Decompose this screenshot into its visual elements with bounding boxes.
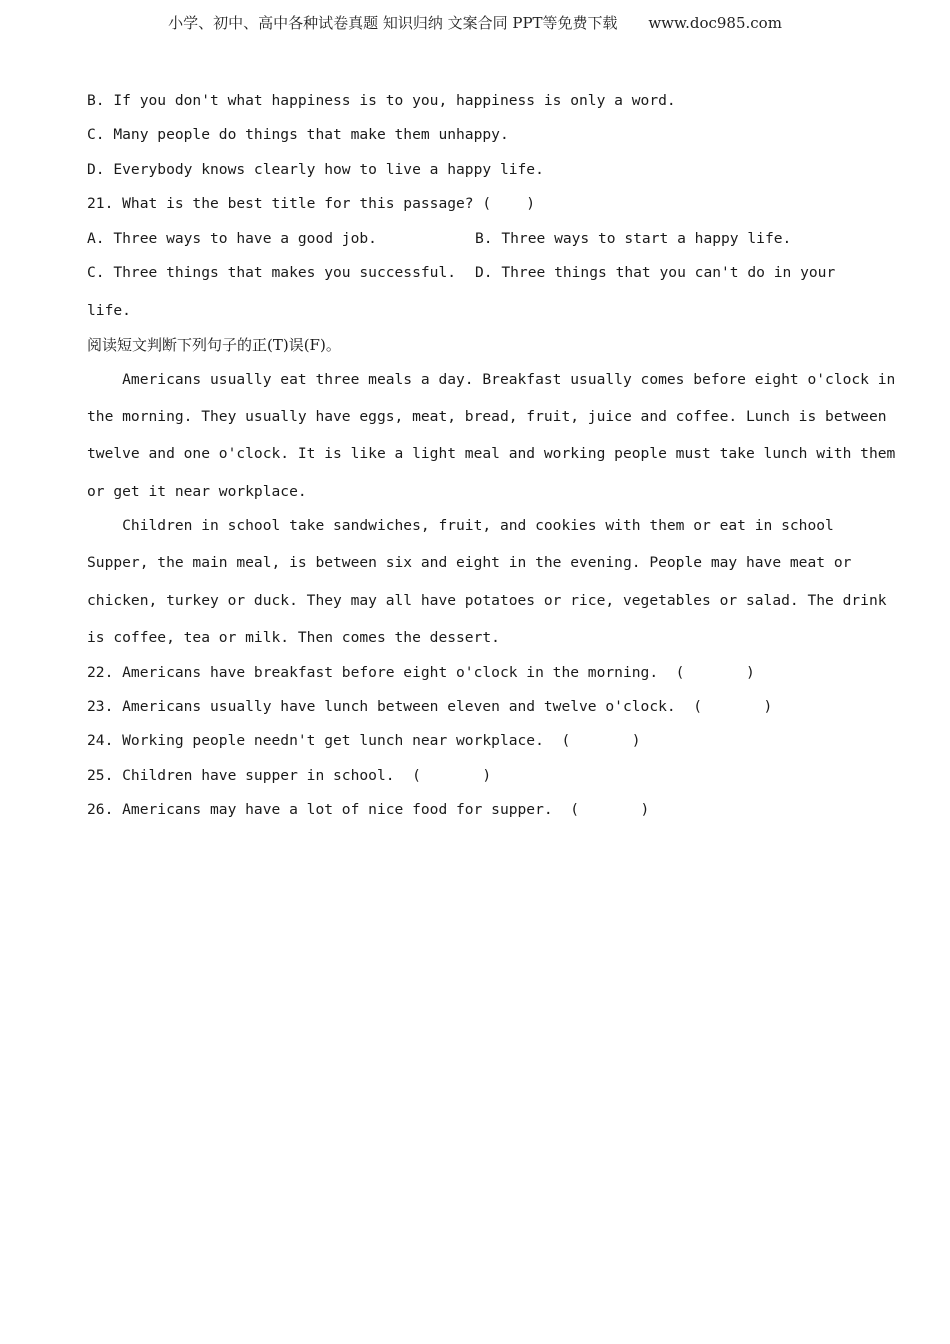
tf-question-26: 26. Americans may have a lot of nice food for supper. ( ) xyxy=(87,801,650,818)
q21-option-a: A. Three ways to have a good job. xyxy=(87,230,377,247)
passage-p2-line-1: Children in school take sandwiches, fruit, and cookies with them or eat in school xyxy=(87,517,834,534)
q20-option-d: D. Everybody knows clearly how to live a happy life. xyxy=(87,161,544,178)
q21-option-b: B. Three ways to start a happy life. xyxy=(475,230,792,247)
q21-option-c: C. Three things that makes you successful. xyxy=(87,264,457,281)
q21-option-d: D. Three things that you can't do in your xyxy=(475,264,836,281)
passage-p1-line-4: or get it near workplace. xyxy=(87,483,307,500)
q20-option-b: B. If you don't what happiness is to you, happiness is only a word. xyxy=(87,92,676,109)
q20-option-c: C. Many people do things that make them unhappy. xyxy=(87,126,509,143)
passage-p2-line-3: chicken, turkey or duck. They may all have potatoes or rice, vegetables or salad. The drink xyxy=(87,592,887,609)
passage-p1-line-1: Americans usually eat three meals a day. Breakfast usually comes before eight o'clock in xyxy=(87,371,896,388)
header-site-link[interactable]: www.doc985.com xyxy=(648,14,782,32)
passage-p2-line-2: Supper, the main meal, is between six and eight in the evening. People may have meat or xyxy=(87,554,852,571)
tf-question-23: 23. Americans usually have lunch between eleven and twelve o'clock. ( ) xyxy=(87,698,773,715)
q21-stem: 21. What is the best title for this passage? ( ) xyxy=(87,195,536,212)
page-header xyxy=(0,12,950,33)
tf-question-22: 22. Americans have breakfast before eight o'clock in the morning. ( ) xyxy=(87,664,755,681)
section-instruction: 阅读短文判断下列句子的正(T)误(F)。 xyxy=(87,336,341,354)
q21-option-d-continued: life. xyxy=(87,302,131,319)
tf-question-24: 24. Working people needn't get lunch near workplace. ( ) xyxy=(87,732,641,749)
tf-question-25: 25. Children have supper in school. ( ) xyxy=(87,767,492,784)
passage-p2-line-4: is coffee, tea or milk. Then comes the dessert. xyxy=(87,629,500,646)
passage-p1-line-2: the morning. They usually have eggs, meat, bread, fruit, juice and coffee. Lunch is between xyxy=(87,408,887,425)
header-text: 小学、初中、高中各种试卷真题 知识归纳 文案合同 PPT等免费下载 xyxy=(168,14,618,32)
passage-p1-line-3: twelve and one o'clock. It is like a light meal and working people must take lunch with them xyxy=(87,445,896,462)
